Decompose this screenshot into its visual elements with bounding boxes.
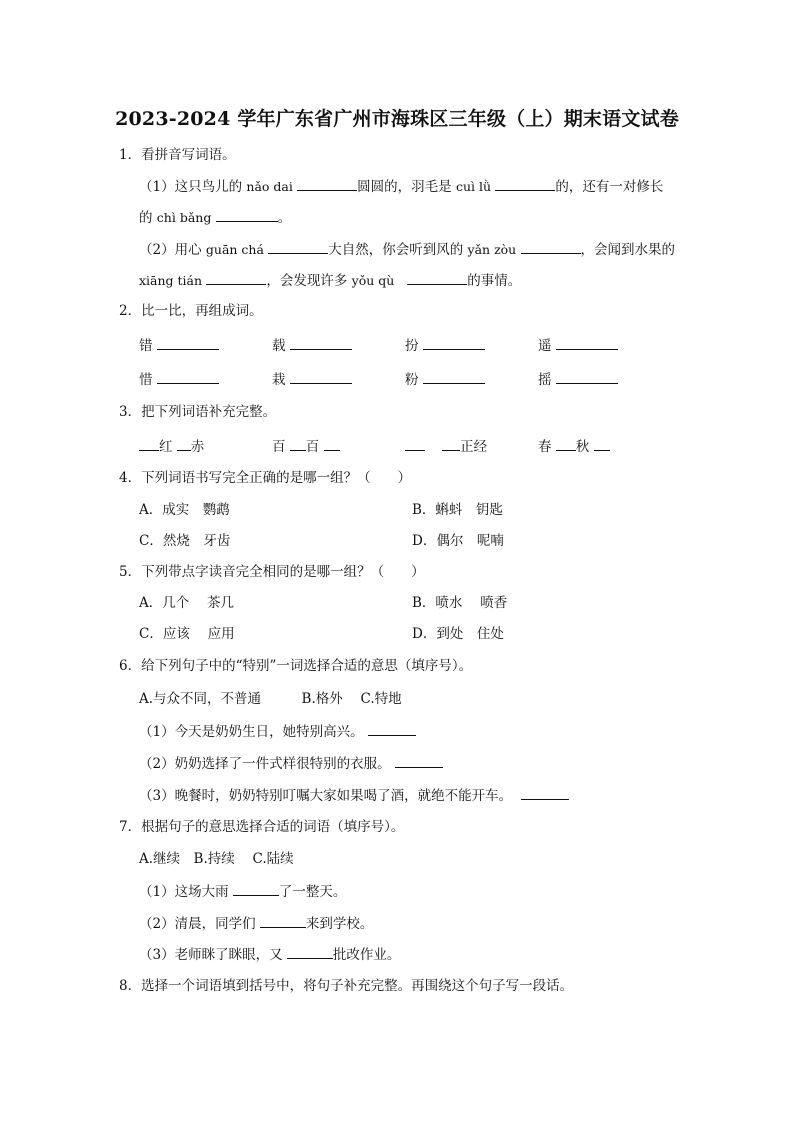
- answer-blank[interactable]: [157, 336, 219, 350]
- answer-blank[interactable]: [290, 370, 352, 384]
- answer-blank[interactable]: [405, 437, 425, 451]
- page-title: 2023-2024 学年广东省广州市海珠区三年级（上）期末语文试卷: [115, 108, 679, 130]
- q2-item: 粉: [405, 370, 485, 389]
- q5-heading: 5．下列带点字读音完全相同的是哪一组？（ ）: [119, 564, 425, 580]
- q5-option-b[interactable]: B．喷水 喷香: [412, 595, 508, 611]
- q6-options: A.与众不同，不普通 B.格外 C.特地: [139, 691, 402, 707]
- answer-blank[interactable]: [290, 336, 352, 350]
- q2-item: 错: [139, 336, 219, 355]
- q2-item: 遥: [538, 336, 618, 355]
- q5-option-c[interactable]: C．应该 应用: [139, 626, 235, 642]
- q2-item: 扮: [405, 336, 485, 355]
- answer-blank[interactable]: [395, 754, 443, 768]
- q4-option-c[interactable]: C．然烧 牙齿: [139, 533, 231, 549]
- answer-blank[interactable]: [260, 914, 306, 928]
- answer-blank[interactable]: [233, 882, 279, 896]
- pinyin-guancha: guān chá: [205, 242, 264, 257]
- answer-blank[interactable]: [423, 336, 485, 350]
- answer-blank[interactable]: [521, 786, 569, 800]
- q7-sentence-2: （2）清晨，同学们 来到学校。: [139, 916, 374, 932]
- pinyin-chibang: chì bǎng: [156, 210, 212, 225]
- q8-heading: 8．选择一个词语填到括号中，将句子补充完整。再围绕这个句子写一段话。: [119, 978, 574, 994]
- q1-line-2: 的 chì bǎng 。: [139, 210, 292, 226]
- answer-blank[interactable]: [368, 722, 416, 736]
- answer-blank[interactable]: [423, 370, 485, 384]
- q5-option-d[interactable]: D．到处 住处: [412, 626, 504, 642]
- answer-blank[interactable]: [407, 271, 467, 285]
- pinyin-yanzou: yǎn zòu: [467, 242, 517, 257]
- pinyin-youqu: yǒu qù: [351, 273, 395, 288]
- q2-item: 惜: [139, 370, 219, 389]
- answer-blank[interactable]: [290, 437, 306, 451]
- answer-blank[interactable]: [206, 271, 266, 285]
- pinyin-xiangtian: xiāng tián: [139, 273, 203, 288]
- answer-blank[interactable]: [139, 437, 159, 451]
- q3-heading: 3．把下列词语补充完整。: [119, 404, 277, 420]
- pinyin-cuilv: cuì lǜ: [455, 179, 492, 194]
- answer-blank[interactable]: [216, 208, 278, 222]
- q6-sentence-3: （3）晚餐时，奶奶特别叮嘱大家如果喝了酒，就绝不能开车。: [139, 786, 569, 805]
- answer-blank[interactable]: [442, 437, 460, 451]
- answer-blank[interactable]: [268, 240, 328, 254]
- answer-blank[interactable]: [556, 336, 618, 350]
- q3-item: 正经: [405, 437, 487, 456]
- q3-item: 百 百: [272, 437, 340, 456]
- q1-line-3: （2）用心 guān chá 大自然，你会听到风的 yǎn zòu ，会闻到水果的: [139, 242, 676, 258]
- answer-blank[interactable]: [287, 945, 333, 959]
- q6-sentence-1: （1）今天是奶奶生日，她特别高兴。: [139, 722, 416, 741]
- q3-item: 春 秋: [538, 437, 610, 456]
- answer-blank[interactable]: [556, 437, 576, 451]
- q6-sentence-2: （2）奶奶选择了一件式样很特别的衣服。: [139, 754, 443, 773]
- answer-blank[interactable]: [324, 437, 340, 451]
- answer-blank[interactable]: [297, 177, 357, 191]
- answer-blank[interactable]: [157, 370, 219, 384]
- pinyin-naodai: nǎo dai: [246, 179, 293, 194]
- q2-item: 摇: [538, 370, 618, 389]
- answer-blank[interactable]: [177, 437, 191, 451]
- q2-item: 载: [272, 336, 352, 355]
- q7-heading: 7．根据句子的意思选择合适的词语（填序号）。: [119, 819, 405, 835]
- answer-blank[interactable]: [556, 370, 618, 384]
- q1-heading: 1．看拼音写词语。: [119, 147, 236, 163]
- q2-heading: 2．比一比，再组成词。: [119, 303, 263, 319]
- q4-option-b[interactable]: B．蝌蚪 钥匙: [412, 502, 503, 518]
- q5-option-a[interactable]: A．几个 茶几: [139, 595, 235, 611]
- q3-item: 红 赤: [139, 437, 204, 456]
- q1-line-4: xiāng tián ，会发现许多 yǒu qù 的事情。: [139, 273, 522, 289]
- q1-line-1: （1）这只鸟儿的 nǎo dai 圆圆的，羽毛是 cuì lǜ 的，还有一对修长: [139, 179, 664, 195]
- q6-heading: 6．给下列句子中的“特别”一词选择合适的意思（填序号）。: [119, 658, 473, 674]
- q7-options: A.继续 B.持续 C.陆续: [139, 851, 294, 867]
- q7-sentence-3: （3）老师眯了眯眼，又 批改作业。: [139, 947, 401, 963]
- answer-blank[interactable]: [521, 240, 581, 254]
- answer-blank[interactable]: [495, 177, 555, 191]
- q4-option-a[interactable]: A．成实 鹦鹉: [139, 502, 230, 518]
- q2-item: 栽: [272, 370, 352, 389]
- q4-option-d[interactable]: D．偶尔 呢喃: [412, 533, 504, 549]
- q4-heading: 4．下列词语书写完全正确的是哪一组？（ ）: [119, 470, 412, 486]
- q7-sentence-1: （1）这场大雨 了一整天。: [139, 884, 347, 900]
- answer-blank[interactable]: [594, 437, 610, 451]
